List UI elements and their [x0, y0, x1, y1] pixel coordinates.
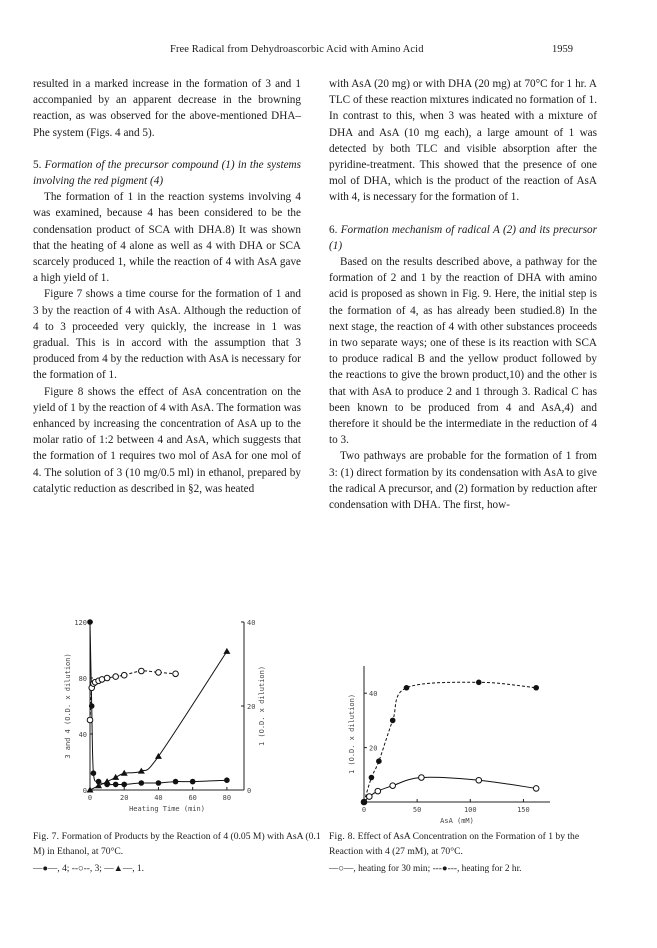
section-title: Formation of the precursor compound (1) in the systems involving the red pigment (4) [33, 158, 301, 188]
paragraph: Two pathways are probable for the formation of 1 from 3: (1) direct formation by its condensation with AsA to give the radical A precursor, and (2) formation by reduction after condensation with DHA. The first, how- [329, 450, 597, 512]
series-2hr-point [376, 758, 382, 764]
series-3-point [113, 674, 119, 680]
fig7-caption-text: Formation of Products by the Reaction of 4 (0.05 M) with AsA (0.1 M) in Ethanol, at 70°C. [33, 831, 321, 857]
y-right-tick-label: 0 [247, 787, 252, 795]
fig7-caption-label: Fig. 7. [33, 831, 60, 842]
series-3-point [173, 671, 179, 677]
paragraph: The formation of 1 in the reaction systems involving 4 was examined, because 4 has been considered to be the condensation product of SCA with DHA.8) It was shown that the heating of 4 alone as well as 4 with DHA or SCA scarcely produced 1, while the reaction of 4 with AsA gave a high yield of 1. [33, 191, 301, 285]
section-title: Formation mechanism of radical A (2) and its precursor (1) [329, 223, 598, 252]
y-left-tick-label: 0 [82, 787, 87, 795]
series-4-point [224, 777, 230, 783]
series-3-point [87, 717, 93, 723]
paragraph: Figure 7 shows a time course for the formation of 1 and 3 by the reaction of 4 with AsA. Although the reduction of 4 to 3 proceeded very quickly, the increase in 1 was gradual. This is in accord with the assumption that 3 produced from 4 by the reduction with AsA is necessary for the formation of 1. [33, 288, 301, 382]
series-3-point [139, 668, 145, 674]
series-2hr-point [390, 718, 396, 724]
series-1-point [112, 774, 119, 780]
fig8-caption-text: Effect of AsA Concentration on the Formation of 1 by the Reaction with 4 (27 mM), at 70°C. [329, 831, 580, 857]
series-2hr-point [361, 799, 367, 805]
fig8-chart [340, 660, 560, 830]
series-30min-point [419, 775, 425, 781]
y-right-tick-label: 20 [247, 703, 256, 711]
series-30min-line [364, 777, 536, 802]
series-4-point [87, 619, 93, 625]
x-tick-label: 0 [361, 806, 367, 814]
series-2hr-point [404, 685, 410, 691]
section-number: 5. [33, 158, 42, 171]
y-axis-label: 1 (O.D. x dilution) [348, 693, 356, 775]
fig7-chart [50, 610, 290, 830]
fig8-caption-label: Fig. 8. [329, 831, 356, 842]
series-4-point [91, 770, 97, 776]
paragraph: Based on the results described above, a pathway for the formation of 2 and 1 by the reaction of DHA with amino acid is proposed as shown in Fig. 9. Here, the initial step is the formation of 4, as has already been studied.8) In the next stage, the reaction of 4 with other substances proceeds in two separate ways; one of these is its reaction with SCA to produce radical B and the yellow product followed by the reactions to give the brown product,10) and the other is that with AsA to produce 2 and 1 through 3. Radical C has been known to be produced from 4 and AsA,4) and therefore it should be the intermediate in the reduction of 4 to 3. [329, 256, 597, 447]
series-30min-point [476, 777, 482, 783]
series-30min-point [375, 788, 381, 794]
fig7-legend: —●—, 4; --○--, 3; —▲—, 1. [33, 864, 144, 874]
x-tick-label: 100 [463, 806, 477, 814]
series-30min-point [390, 783, 396, 789]
paragraph: with AsA (20 mg) or with DHA (20 mg) at 70°C for 1 hr. A TLC of these reaction mixtures indicated no formation of 1. In contrast to this, when 3 was heated with a mixture of DHA and AsA (10 mg each), a large amount of 1 was detected by both TLC and visible absorption after the pyridine-treatment. This showed that the presence of one mol of DHA, which is the product of the reaction of AsA with 4, is necessary for the formation of 1. [329, 78, 597, 204]
x-tick-label: 0 [87, 794, 93, 802]
fig8-legend: —○—, heating for 30 min; ---●---, heating for 2 hr. [329, 864, 522, 874]
series-1-point [104, 778, 111, 784]
x-tick-label: 20 [120, 794, 129, 802]
y-right-axis-label: 1 (O.D. x dilution) [258, 665, 266, 747]
fig8-caption [329, 830, 609, 859]
x-axis-label: Heating Time (min) [129, 805, 205, 813]
x-axis-label: AsA (mM) [440, 817, 474, 825]
y-left-tick-label: 120 [74, 619, 87, 627]
x-tick-label: 50 [412, 806, 422, 814]
series-3-point [104, 675, 110, 681]
series-1-point [155, 753, 162, 759]
right-column [329, 76, 597, 513]
series-1-point [223, 648, 230, 654]
running-title: Free Radical from Dehydroascorbic Acid with Amino Acid [170, 44, 424, 55]
series-2hr-point [369, 775, 375, 781]
series-4-line [90, 622, 227, 785]
section-heading [33, 157, 301, 189]
x-tick-label: 150 [517, 806, 530, 814]
paragraph: resulted in a marked increase in the formation of 3 and 1 accompanied by an apparent decrease in the browning reaction, as was observed for the above-mentioned DHA–Phe system (Figs. 4 and 5). [33, 78, 301, 139]
section-heading [329, 222, 597, 254]
series-4-point [173, 779, 179, 785]
series-30min-point [533, 786, 539, 792]
y-left-tick-label: 80 [78, 675, 87, 683]
y-right-tick-label: 40 [247, 619, 256, 627]
series-4-point [89, 703, 95, 709]
series-2hr-point [533, 685, 539, 691]
x-tick-label: 60 [188, 794, 197, 802]
page-header [0, 44, 657, 60]
y-tick-label: 40 [369, 690, 378, 699]
series-2hr-point [476, 680, 482, 686]
series-30min-point [367, 794, 373, 800]
fig7-caption [33, 830, 323, 859]
x-tick-label: 40 [154, 794, 163, 802]
page-number: 1959 [552, 44, 573, 55]
y-left-tick-label: 40 [78, 731, 87, 739]
series-4-point [156, 780, 162, 786]
series-3-point [121, 672, 127, 678]
y-tick-label: 20 [369, 744, 378, 753]
section-number: 6. [329, 223, 338, 236]
series-4-point [190, 779, 196, 785]
series-4-point [121, 782, 127, 788]
x-tick-label: 80 [222, 794, 232, 802]
series-3-point [156, 670, 162, 676]
series-4-point [113, 782, 119, 788]
series-4-point [139, 780, 145, 786]
paragraph: Figure 8 shows the effect of AsA concentration on the yield of 1 by the reaction of 4 with AsA. The formation was enhanced by increasing the concentration of AsA up to the molar ratio of 1:2 between 4 and AsA, which suggests that the formation of 1 requires two mol of AsA for one mol of 4. The solution of 3 (10 mg/0.5 ml) in ethanol, prepared by catalytic reduction as described in §2, was heated [33, 385, 301, 495]
y-left-axis-label: 3 and 4 (O.D. x dilution) [64, 653, 72, 759]
left-column [33, 76, 301, 497]
